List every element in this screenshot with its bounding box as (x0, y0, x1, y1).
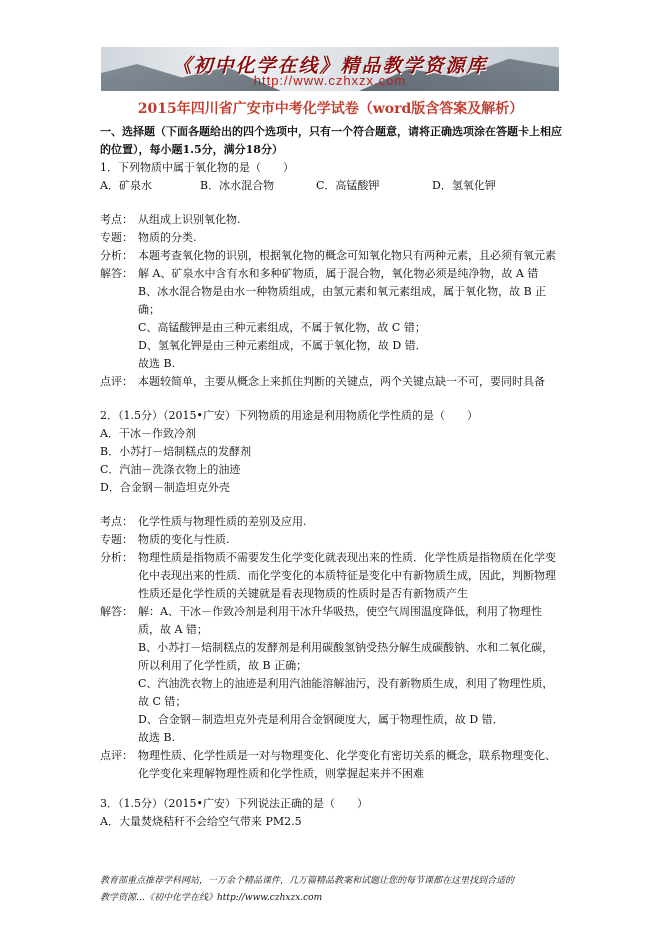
section-heading: 一、选择题（下面各题给出的四个选项中，只有一个符合题意，请将正确选项涂在答题卡上相应的位置），每小题1.5分，满分18分） (100, 125, 562, 156)
q1-jieda-c: C、高锰酸钾是由三种元素组成，不属于氧化物，故 C 错； (138, 321, 426, 334)
question-2-stem: 2．（1.5分）（2015•广安）下列物质的用途是利用物质化学性质的是（ ） (100, 409, 478, 422)
q2-jieda-d: D、合金钢－制造坦克外壳是利用合金钢硬度大，属于物理性质，故 D 错． (138, 713, 504, 726)
q1-zhuanti: 专题： 物质的分类. (100, 231, 197, 244)
q2-zhuanti: 专题： 物质的变化与性质. (100, 533, 230, 546)
document-title: 2015年四川省广安市中考化学试卷（word版含答案及解析） (137, 101, 524, 117)
q1-option-a: A．矿泉水 (100, 179, 152, 192)
q2-jieda-b: B、小苏打－焙制糕点的发酵剂是利用碳酸氢钠受热分解生成碳酸钠、水和二氧化碳，所以利用了化学性质，故 B 正确； (138, 641, 554, 672)
site-banner (101, 47, 559, 91)
q1-option-b: B．冰水混合物 (200, 179, 275, 192)
banner-title: 《初中化学在线》精品教学资源库 (172, 55, 488, 77)
q2-option-c: C．汽油－洗涤衣物上的油迹 (100, 463, 241, 476)
q1-jieda-b: B、冰水混合物是由水一种物质组成，由氢元素和氧元素组成，属于氧化物，故 B 正确； (138, 285, 547, 316)
q1-kaodian: 考点： 从组成上识别氧化物. (100, 213, 241, 226)
page-footer (100, 873, 562, 907)
banner-url[interactable]: http://www.czhxzx.com (253, 73, 407, 88)
q1-jieda-d: D、氢氧化钾是由三种元素组成，不属于氧化物，故 D 错． (138, 339, 427, 352)
footer-line-2[interactable]: 教学资源…《初中化学在线》http://www.czhxzx.com (100, 893, 323, 903)
q2-fenxi: 分析： 物理性质是指物质不需要发生化学变化就表现出来的性质．化学性质是指物质在化学变化中表现出来的性质．而化学变化的本质特征是变化中有新物质生成，因此，判断物理性质还是化学性质的关键就是看表现物质的性质时是否有新物质产生 (100, 551, 556, 600)
question-3-stem: 3．（1.5分）（2015•广安）下列说法正确的是（ ） (100, 797, 368, 810)
q1-jieda: 解答： 解 A、矿泉水中含有水和多种矿物质，属于混合物，氧化物必须是纯净物，故 A 错 (100, 267, 539, 280)
q2-jieda-c: C、汽油洗衣物上的油迹是利用汽油能溶解油污，没有新物质生成，利用了物理性质，故 C 错； (138, 677, 554, 708)
q1-answer: 故选 B. (138, 357, 176, 370)
q2-option-b: B．小苏打－焙制糕点的发酵剂 (100, 445, 252, 458)
q2-answer: 故选 B. (138, 731, 176, 744)
q2-kaodian: 考点： 化学性质与物理性质的差别及应用. (100, 515, 307, 528)
q1-dianping: 点评： 本题较简单，主要从概念上来抓住判断的关键点，两个关键点缺一不可，要同时具备 (100, 375, 545, 388)
q1-fenxi: 分析： 本题考查氧化物的识别，根据氧化物的概念可知氧化物只有两种元素，且必须有氧元素 (100, 249, 556, 262)
document-body (100, 123, 562, 831)
q1-option-d: D．氢氧化钾 (432, 179, 496, 192)
question-1-options (100, 177, 562, 195)
q2-option-a: A．干冰－作致冷剂 (100, 427, 196, 440)
q1-option-c: C．高锰酸钾 (316, 179, 380, 192)
q2-jieda: 解答： 解：A、干冰－作致冷剂是利用干冰升华吸热，使空气周围温度降低，利用了物理性质，故 A 错； (100, 605, 542, 636)
q3-option-a: A．大量焚烧秸秆不会给空气带来 PM2.5 (100, 815, 302, 828)
question-1-stem: 1．下列物质中属于氧化物的是（ ） (100, 161, 294, 174)
q2-dianping: 点评： 物理性质、化学性质是一对与物理变化、化学变化有密切关系的概念，联系物理变化、化学变化来理解物理性质和化学性质，则掌握起来并不困难 (100, 749, 556, 780)
q2-option-d: D．合金钢－制造坦克外壳 (100, 481, 230, 494)
footer-line-1: 教育部重点推荐学科网站，一万余个精品课件，几万篇精品教案和试题让您的每节课都在这里找到合适的 (100, 876, 515, 886)
